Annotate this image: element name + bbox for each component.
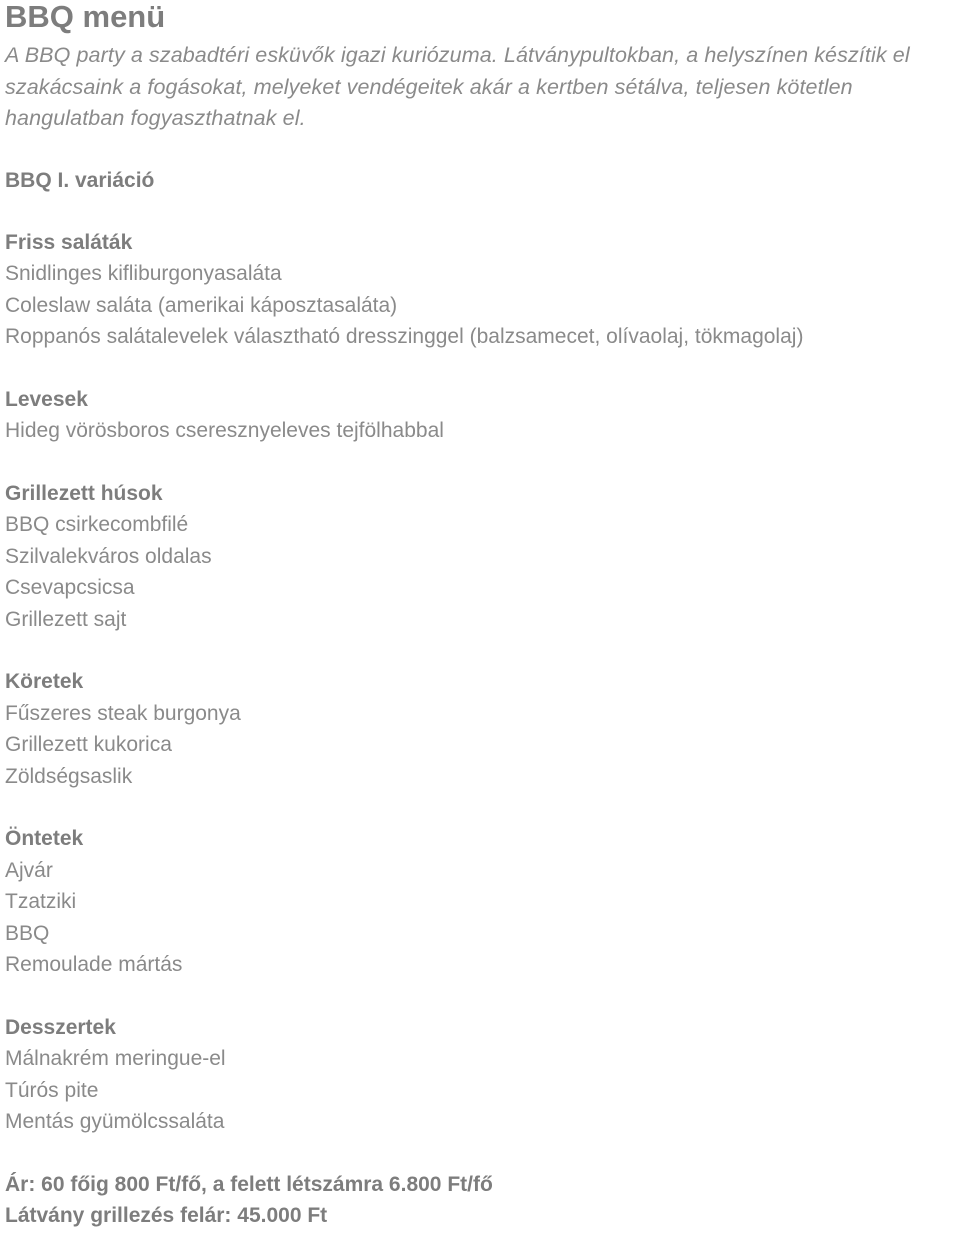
menu-item: Grillezett kukorica <box>5 733 172 756</box>
menu-item: Coleslaw saláta (amerikai káposztasaláta) <box>5 293 398 317</box>
menu-item: BBQ csirkecombfilé <box>5 513 189 536</box>
section-desszertek <box>5 1012 955 1138</box>
intro-paragraph: A BBQ party a szabadtéri esküvők igazi kuriózuma. Látványpultokban, a helyszínen készítik el szakácsaink a fogásokat, melyeket vendégeitek akár a kertben sétálva, teljesen kötetlen hangulatban fogyaszthatnak el. <box>5 43 910 130</box>
surcharge-line: Látvány grillezés felár: 45.000 Ft <box>5 1204 328 1227</box>
section-title: Köretek <box>5 670 84 693</box>
menu-item: Zöldségsaslik <box>5 764 133 788</box>
menu-item: Hideg vörösboros cseresznyeleves tejfölhabbal <box>5 419 444 442</box>
price-line: Ár: 60 főig 800 Ft/fő, a felett létszámra 6.800 Ft/fő <box>5 1172 493 1196</box>
section-grillezett-husok <box>5 478 955 636</box>
menu-item: Grillezett sajt <box>5 607 127 631</box>
pricing-block <box>5 1169 955 1232</box>
menu-item: Csevapcsicsa <box>5 576 135 599</box>
menu-item: Fűszeres steak burgonya <box>5 701 241 725</box>
section-title: Desszertek <box>5 1015 116 1039</box>
section-title: Friss saláták <box>5 230 133 254</box>
section-title: Öntetek <box>5 827 84 850</box>
menu-item: BBQ <box>5 921 50 945</box>
menu-item: Snidlinges kifliburgonyasaláta <box>5 262 282 285</box>
variant-title: BBQ I. variáció <box>5 168 155 192</box>
menu-document <box>5 0 955 1232</box>
section-title: Levesek <box>5 387 88 411</box>
menu-item: Szilvalekváros oldalas <box>5 544 212 568</box>
section-koretek <box>5 666 955 792</box>
menu-item: Ajvár <box>5 858 53 882</box>
menu-item: Mentás gyümölcssaláta <box>5 1110 225 1133</box>
menu-item: Túrós pite <box>5 1078 99 1102</box>
menu-item: Remoulade mártás <box>5 953 183 976</box>
menu-item: Roppanós salátalevelek választható dresszinggel (balzsamecet, olívaolaj, tökmagolaj) <box>5 325 804 348</box>
page-title: BBQ menü <box>5 0 166 34</box>
section-levesek <box>5 384 955 447</box>
menu-item: Tzatziki <box>5 890 77 913</box>
section-ontetek <box>5 823 955 981</box>
menu-item: Málnakrém meringue-el <box>5 1047 226 1070</box>
section-title: Grillezett húsok <box>5 481 163 505</box>
section-friss-salatak <box>5 227 955 353</box>
